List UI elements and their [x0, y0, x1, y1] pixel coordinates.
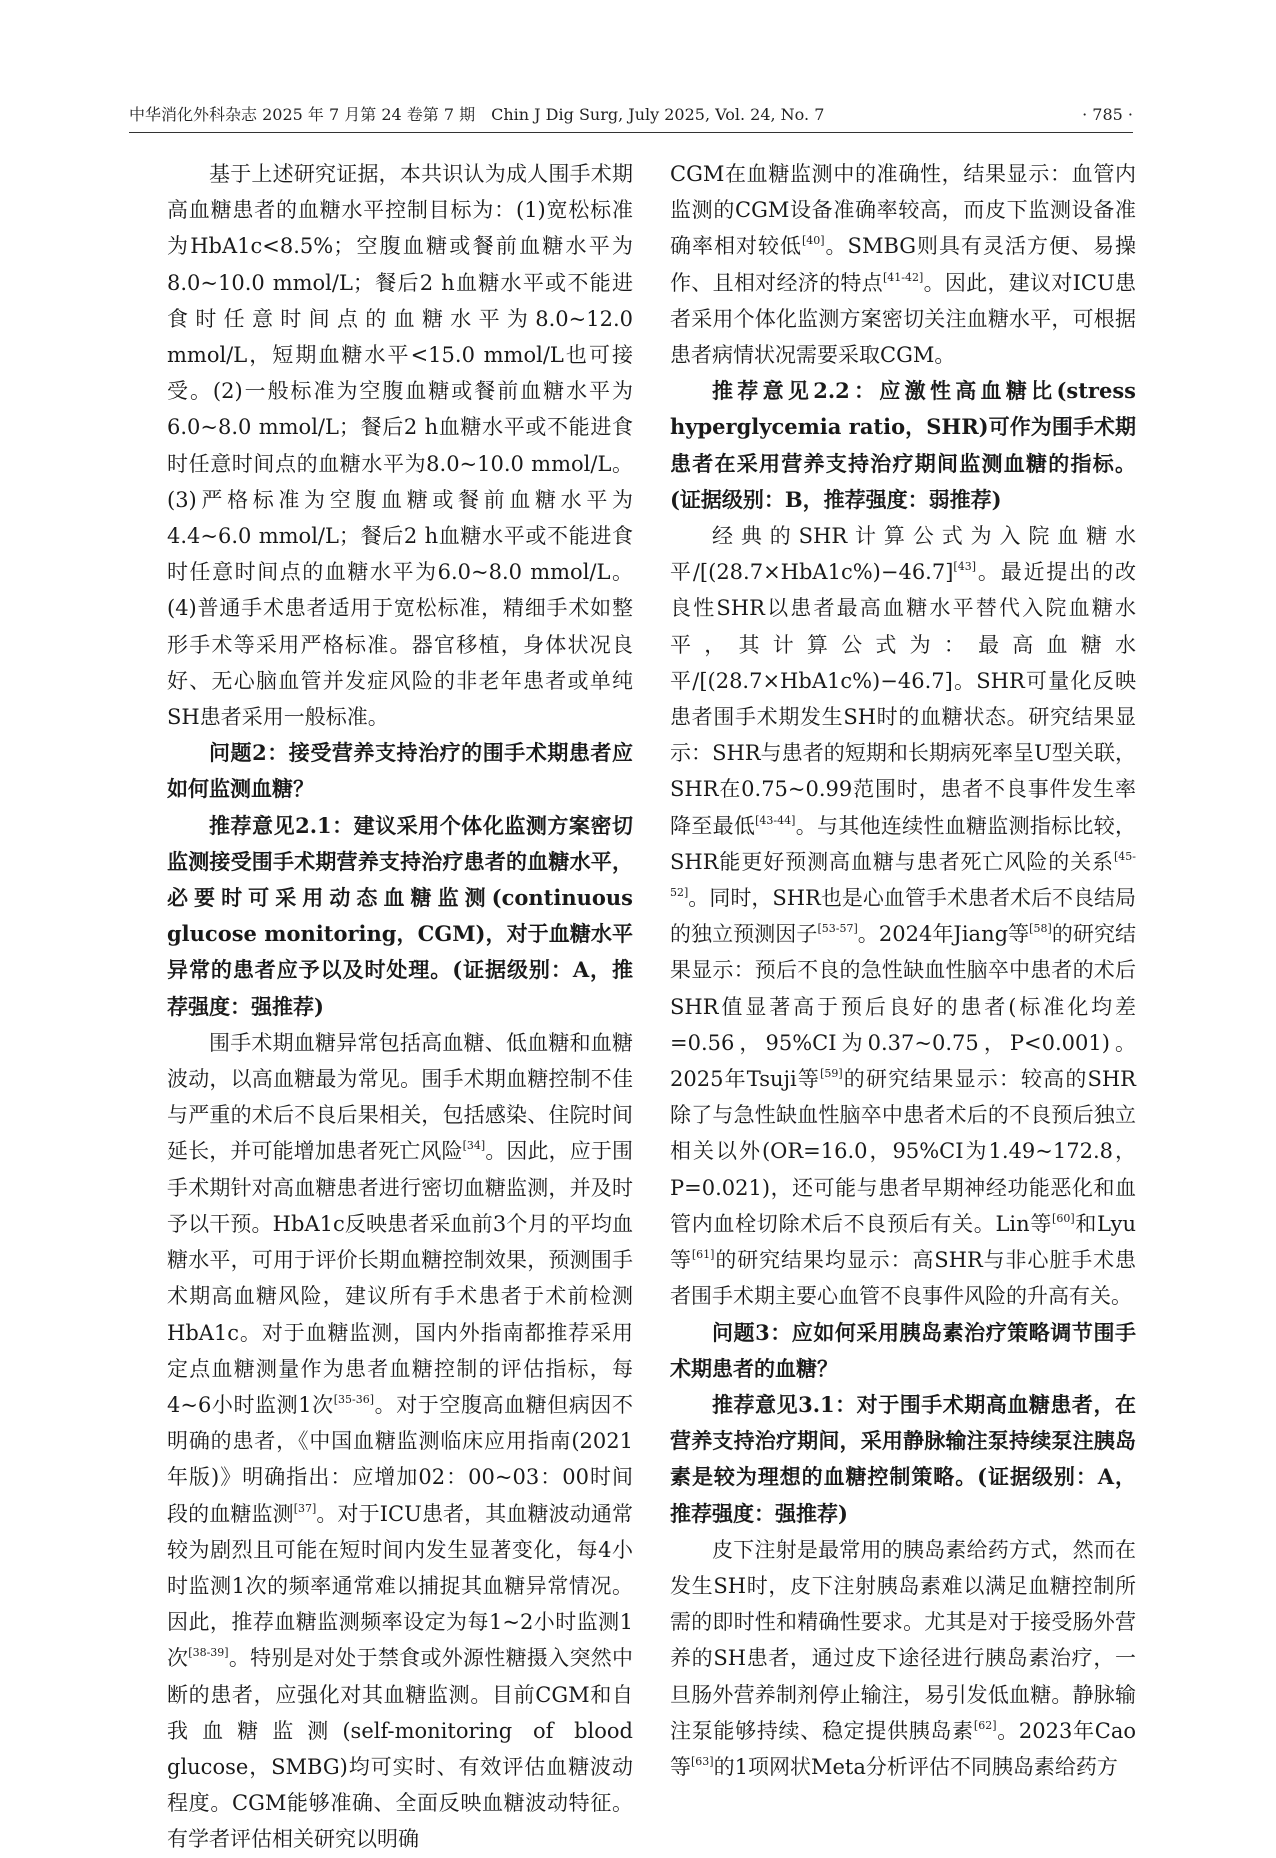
- citation-ref: [43-44]: [755, 813, 796, 827]
- citation-ref: [59]: [820, 1067, 843, 1081]
- citation-ref: [58]: [1029, 922, 1052, 936]
- citation-ref: [37]: [293, 1501, 317, 1515]
- citation-ref: [34]: [462, 1139, 486, 1153]
- citation-ref: [38-39]: [188, 1646, 229, 1660]
- right-paragraph-5: 皮下注射是最常用的胰岛素给药方式，然而在发生SH时，皮下注射胰岛素难以满足血糖控制所需的即时性和精确性要求。尤其是对于接受肠外营养的SH患者，通过皮下途径进行胰岛素治疗，一旦肠外营养制剂停止输注，易引发低血糖。静脉输注泵能够持续、稳定提供胰岛素[62]。2023年Cao等[63]的1项网状Meta分析评估不同胰岛素给药方: [670, 1537, 1137, 1779]
- running-header: [129, 98, 1133, 133]
- citation-ref: [62]: [973, 1718, 997, 1732]
- right-column: [670, 156, 1136, 1785]
- right-paragraph-2: 经典的SHR计算公式为入院血糖水平/[(28.7×HbA1c%)−46.7][43]。最近提出的改良性SHR以患者最高血糖水平替代入院血糖水平，其计算公式为：最高血糖水平/[(28.7×HbA1c%)−46.7]。SHR可量化反映患者围手术期发生SH时的血糖状态。研究结果显示：SHR与患者的短期和长期病死率呈U型关联，SHR在0.75~0.99范围时，患者不良事件发生率降至最低[43-44]。与其他连续性血糖监测指标比较，SHR能更好预测高血糖与患者死亡风险的关系[45-52]。同时，SHR也是心血管手术患者术后不良结局的独立预测因子[53-57]。2024年Jiang等[58]的研究结果显示：预后不良的急性缺血性脑卒中患者的术后SHR值显著高于预后良好的患者(标准化均差=0.56，95%CI为0.37~0.75，P<0.001)。2025年Tsuji等[59]的研究结果显示：较高的SHR除了与急性缺血性脑卒中患者术后的不良预后独立相关以外(OR=16.0，95%CI为1.49~172.8，P=0.021)，还可能与患者早期神经功能恶化和血管内血栓切除术后不良预后有关。Lin等[60]和Lyu等[61]的研究结果均显示：高SHR与非心脏手术患者围手术期主要心血管不良事件风险的升高有关。: [670, 524, 1137, 1309]
- citation-ref: [63]: [691, 1754, 714, 1768]
- citation-ref: [40]: [801, 234, 825, 248]
- right-paragraph-1: 推荐意见2.2：应激性高血糖比(stress hyperglycemia ratio，SHR)可作为围手术期患者在采用营养支持治疗期间监测血糖的指标。(证据级别：B，推荐强度：弱推荐): [670, 378, 1136, 512]
- citation-ref: [60]: [1052, 1211, 1075, 1225]
- citation-ref: [45-52]: [670, 849, 1136, 900]
- left-column: [167, 156, 633, 1858]
- citation-ref: [41-42]: [882, 270, 924, 284]
- right-paragraph-4: 推荐意见3.1：对于围手术期高血糖患者，在营养支持治疗期间，采用静脉输注泵持续泵注胰岛素是较为理想的血糖控制策略。(证据级别：A，推荐强度：强推荐): [670, 1391, 1136, 1526]
- citation-ref: [35-36]: [333, 1392, 375, 1406]
- left-paragraph-3: 围手术期血糖异常包括高血糖、低血糖和血糖波动，以高血糖最为常见。围手术期血糖控制不佳与严重的术后不良后果相关，包括感染、住院时间延长，并可能增加患者死亡风险[34]。因此，应于围手术期针对高血糖患者进行密切血糖监测，并及时予以干预。HbA1c反映患者采血前3个月的平均血糖水平，可用于评价长期血糖控制效果，预测围手术期高血糖风险，建议所有手术患者于术前检测HbA1c。对于血糖监测，国内外指南都推荐采用定点血糖测量作为患者血糖控制的评估指标，每4~6小时监测1次[35-36]。对于空腹高血糖但病因不明确的患者，《中国血糖监测临床应用指南(2021年版)》明确指出：应增加02：00~03：00时间段的血糖监测[37]。对于ICU患者，其血糖波动通常较为剧烈且可能在短时间内发生显著变化，每4小时监测1次的频率通常难以捕捉其血糖异常情况。因此，推荐血糖监测频率设定为每1~2小时监测1次[38-39]。特别是对处于禁食或外源性糖摄入突然中断的患者，应强化对其血糖监测。目前CGM和自我血糖监测(self-monitoring of blood glucose，SMBG)均可实时、有效评估血糖波动程度。CGM能够准确、全面反映血糖波动特征。有学者评估相关研究以明确: [167, 1030, 634, 1852]
- citation-ref: [61]: [691, 1248, 715, 1262]
- journal-citation: 中华消化外科杂志 2025 年 7 月第 24 卷第 7 期 Chin J Dig Surg, July 2025, Vol. 24, No. 7: [129, 105, 825, 124]
- citation-ref: [43]: [953, 560, 977, 574]
- left-paragraph-1: 问题2：接受营养支持治疗的围手术期患者应如何监测血糖？: [167, 740, 633, 802]
- left-paragraph-0: 基于上述研究证据，本共识认为成人围手术期高血糖患者的血糖水平控制目标为：(1)宽松标准为HbA1c<8.5%；空腹血糖或餐前血糖水平为8.0~10.0 mmol/L；餐后2 h血糖水平或不能进食时任意时间点的血糖水平为8.0~12.0 mmol/L，短期血糖水平<15.0 mmol/L也可接受。(2)一般标准为空腹血糖或餐前血糖水平为6.0~8.0 mmol/L；餐后2 h血糖水平或不能进食时任意时间点的血糖水平为8.0~10.0 mmol/L。(3)严格标准为空腹血糖或餐前血糖水平为4.4~6.0 mmol/L；餐后2 h血糖水平或不能进食时任意时间点的血糖水平为6.0~8.0 mmol/L。(4)普通手术患者适用于宽松标准，精细手术如整形手术等采用严格标准。器官移植，身体状况良好、无心脑血管并发症风险的非老年患者或单纯SH患者采用一般标准。: [167, 162, 633, 730]
- right-paragraph-3: 问题3：应如何采用胰岛素治疗策略调节围手术期患者的血糖？: [670, 1319, 1136, 1381]
- page-number: · 785 ·: [1082, 105, 1133, 124]
- right-paragraph-0: CGM在血糖监测中的准确性，结果显示：血管内监测的CGM设备准确率较高，而皮下监测设备准确率相对较低[40]。SMBG则具有灵活方便、易操作、且相对经济的特点[41-42]。因此，建议对ICU患者采用个体化监测方案密切关注血糖水平，可根据患者病情状况需要采取CGM。: [670, 162, 1136, 368]
- citation-ref: [53-57]: [817, 922, 858, 936]
- left-paragraph-2: 推荐意见2.1：建议采用个体化监测方案密切监测接受围手术期营养支持治疗患者的血糖水平，必要时可采用动态血糖监测(continuous glucose monitoring，CGM)，对于血糖水平异常的患者应予以及时处理。(证据级别：A，推荐强度：强推荐): [167, 812, 633, 1019]
